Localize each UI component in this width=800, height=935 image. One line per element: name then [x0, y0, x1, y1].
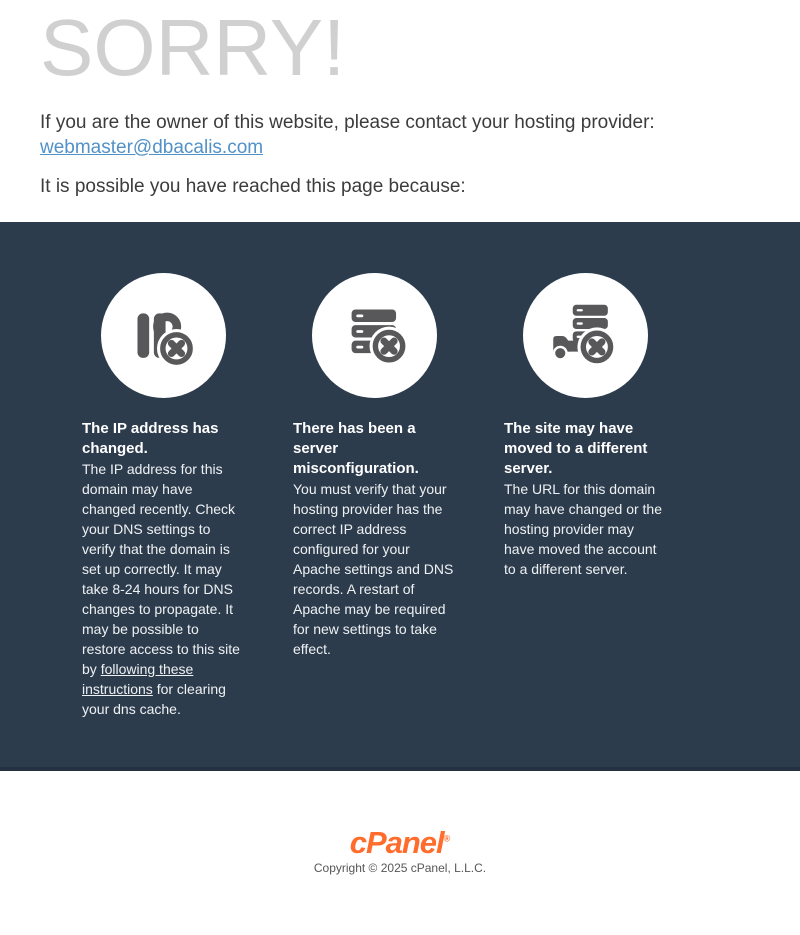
- footer: [0, 771, 800, 875]
- card-heading-server-misconfiguration: There has been a server misconfiguration.: [293, 420, 419, 477]
- card-body-server-misconfiguration: You must verify that your hosting provider has the correct IP address configured for your Apache settings and DNS records. A restart of Apache may be required for new settings to take effect.: [293, 481, 454, 657]
- reason-intro-text: It is possible you have reached this page because:: [40, 176, 466, 197]
- card-body-site-moved: The URL for this domain may have changed or the hosting provider may have moved the account to a different server.: [504, 481, 662, 577]
- webmaster-email-link[interactable]: webmaster@dbacalis.com: [40, 137, 264, 158]
- copyright-text: Copyright © 2025 cPanel, L.L.C.: [313, 861, 487, 875]
- intro-paragraph: [40, 110, 760, 160]
- card-ip-changed: [58, 273, 269, 719]
- card-server-misconfiguration: [269, 273, 480, 719]
- message-section: [0, 0, 800, 199]
- server-misconfiguration-icon: [312, 273, 437, 398]
- page-title: SORRY!: [40, 3, 346, 92]
- cpanel-logo: [0, 827, 800, 858]
- card-heading-site-moved: The site may have moved to a different server.: [504, 420, 648, 477]
- card-body-ip-changed: [82, 459, 245, 719]
- cpanel-logo-text: cPanel: [349, 825, 444, 860]
- site-moved-icon: [523, 273, 648, 398]
- card-heading-ip-changed: The IP address has changed.: [82, 420, 219, 457]
- ip-changed-icon: [101, 273, 226, 398]
- intro-text: If you are the owner of this website, please contact your hosting provider:: [40, 112, 655, 133]
- card-body-text-before: The IP address for this domain may have changed recently. Check your DNS settings to verify that the domain is set up correctly. It may take 8-24 hours for DNS changes to propagate. It may be possible to restore access to this site by: [82, 461, 240, 677]
- card-site-moved: [480, 273, 691, 719]
- registered-trademark-mark: ®: [443, 833, 451, 844]
- reasons-band: [0, 222, 800, 771]
- card-body-text-after: for clearing your dns cache.: [82, 681, 226, 717]
- cards-container: [58, 273, 691, 719]
- dns-cache-instructions-link[interactable]: following these instructions: [82, 661, 194, 697]
